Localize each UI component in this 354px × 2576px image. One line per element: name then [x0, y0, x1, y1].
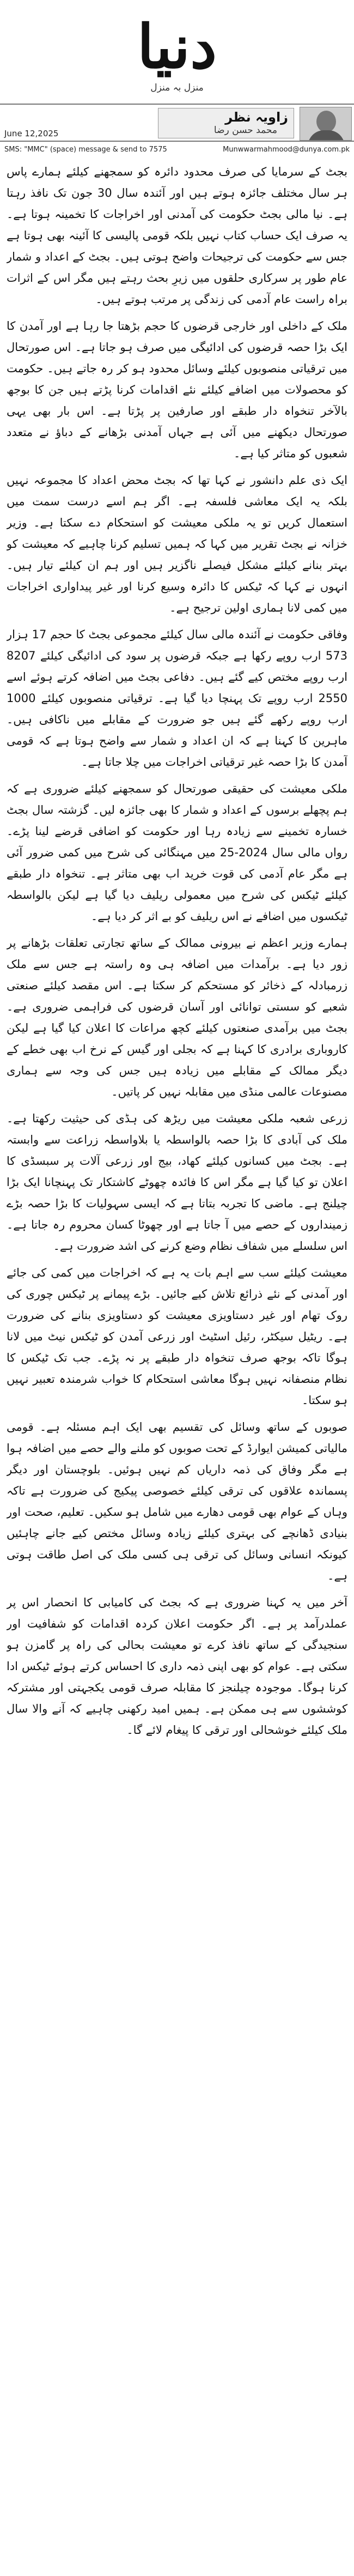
article-paragraph: صوبوں کے ساتھ وسائل کی تقسیم بھی ایک اہم مسئلہ ہے۔ قومی مالیاتی کمیشن ایوارڈ کے تحت صوبوں کو ملنے والے حصے میں اضافہ ہوا ہے مگر وفاق کی ذمہ داریاں کم نہیں ہوئیں۔ بلوچستان اور دیگر پسماندہ علاقوں کی ترقی کیلئے خصوصی پیکیج کی ضرورت ہے تاکہ وہاں کے عوام بھی قومی دھارے میں شامل ہو سکیں۔ تعلیم، صحت اور بنیادی ڈھانچے کی بہتری کیلئے زیادہ وسائل مختص کیے جانے چاہئیں کیونکہ انسانی وسائل کی ترقی ہی کسی ملک کی اصل طاقت ہوتی ہے۔	[7, 1420, 347, 1582]
article-paragraph: وفاقی حکومت نے آئندہ مالی سال کیلئے مجموعی بجٹ کا حجم 17 ہزار 573 ارب روپے رکھا ہے جبکہ قرضوں پر سود کی ادائیگی کیلئے 8207 ارب روپے مختص کیے گئے ہیں۔ دفاعی بجٹ میں اضافہ کرتے ہوئے اسے 2550 ارب روپے تک پہنچا دیا گیا ہے۔ ترقیاتی منصوبوں کیلئے 1000 ارب روپے رکھے گئے ہیں جو ضرورت کے مقابلے میں ناکافی ہیں۔ ماہرین کا کہنا ہے کہ ان اعداد و شمار سے واضح ہوتا ہے کہ قومی آمدن کا بڑا حصہ غیر ترقیاتی اخراجات میں چلا جاتا ہے۔	[7, 628, 347, 769]
article-paragraph: بجٹ کے سرمایا کی صرف محدود دائرہ کو سمجھنے کیلئے ہمارے پاس ہر سال مختلف جائزہ ہوتے ہیں اور آئندہ سال 30 جون تک نافذ رہتا ہے۔ نیا مالی بجٹ حکومت کی آمدنی اور اخراجات کا تخمینہ ہوتا ہے۔ یہ صرف ایک حساب کتاب نہیں بلکہ قومی پالیسی کا آئینہ بھی ہوتا ہے جس سے حکومت کی ترجیحات واضح ہوتی ہیں۔ بجٹ کے اعداد و شمار عام طور پر سرکاری حلقوں میں زیرِ بحث رہتے ہیں مگر اس کے اثرات براہ راست عام آدمی کی زندگی پر مرتب ہوتے ہیں۔	[7, 165, 347, 306]
logo-tagline: منزل بہ منزل	[150, 82, 204, 93]
article-paragraph: ملکی معیشت کی حقیقی صورتحال کو سمجھنے کیلئے ضروری ہے کہ ہم پچھلے برسوں کے اعداد و شمار کا بھی جائزہ لیں۔ گزشتہ سال بجٹ خسارہ تخمینے سے زیادہ رہا اور حکومت کو اضافی قرضے لینا پڑے۔ رواں مالی سال 2024-25 میں مہنگائی کی شرح میں کمی ضرور آئی ہے مگر عام آدمی کی قوت خرید اب بھی متاثر ہے۔ تنخواہ دار طبقے کیلئے ٹیکس کی شرح میں معمولی ریلیف دیا گیا ہے لیکن بالواسطہ ٹیکسوں میں اضافے نے اس ریلیف کو بے اثر کر دیا ہے۔	[7, 782, 347, 923]
column-header	[0, 104, 354, 142]
masthead	[0, 0, 354, 120]
article-paragraph: آخر میں یہ کہنا ضروری ہے کہ بجٹ کی کامیابی کا انحصار اس پر عملدرآمد پر ہے۔ اگر حکومت اعلان کردہ اقدامات کو شفافیت اور سنجیدگی کے ساتھ نافذ کرے تو معیشت بحالی کی راہ پر گامزن ہو سکتی ہے۔ عوام کو بھی اپنی ذمہ داری کا احساس کرتے ہوئے ٹیکس ادا کرنا ہوگا۔ موجودہ چیلنجز کا مقابلہ صرف قومی یکجہتی اور مشترکہ کوششوں سے ہی ممکن ہے۔ ہمیں امید رکھنی چاہیے کہ آنے والا سال ملک کیلئے خوشحالی اور ترقی کا پیغام لائے گا۔	[7, 1596, 347, 1737]
portrait-body	[308, 130, 345, 141]
article-paragraph: ایک ذی علم دانشور نے کہا تھا کہ بجٹ محض اعداد کا مجموعہ نہیں بلکہ یہ ایک معاشی فلسفہ ہے۔ اگر ہم اسے درست سمت میں استعمال کریں تو یہ ملکی معیشت کو استحکام دے سکتا ہے۔ وزیر خزانہ نے بجٹ تقریر میں کہا کہ ہمیں تسلیم کرنا چاہیے کہ معیشت کو بہتر بنانے کیلئے مشکل فیصلے ناگزیر ہیں اور ہم ان کیلئے تیار ہیں۔ انہوں نے کہا کہ ٹیکس کا دائرہ وسیع کرنا اور غیر پیداواری اخراجات میں کمی لانا ہماری اولین ترجیح ہے۔	[7, 474, 347, 614]
column-title: زاویہ نظر	[225, 110, 288, 125]
contact-line	[4, 143, 350, 156]
author-name: محمد حسن رضا	[213, 125, 277, 136]
publish-date: June 12,2025	[4, 129, 59, 138]
article-paragraph: زرعی شعبہ ملکی معیشت میں ریڑھ کی ہڈی کی حیثیت رکھتا ہے۔ ملک کی آبادی کا بڑا حصہ بالواسطہ یا بلاواسطہ زراعت سے وابستہ ہے۔ بجٹ میں کسانوں کیلئے کھاد، بیج اور زرعی آلات پر سبسڈی کا اعلان تو کیا گیا ہے مگر اس کا فائدہ چھوٹے کاشتکار تک پہنچانا ایک بڑا چیلنج ہے۔ ماضی کا تجربہ بتاتا ہے کہ ایسی سہولیات کا بڑا حصہ بڑے زمینداروں کے حصے میں آ جاتا ہے اور چھوٹا کسان محروم رہ جاتا ہے۔ اس سلسلے میں شفاف نظام وضع کرنے کی اشد ضرورت ہے۔	[7, 1112, 347, 1253]
column-title-block	[158, 108, 294, 138]
portrait-head	[316, 111, 336, 132]
article-body	[7, 161, 347, 2571]
article-paragraph: ملک کے داخلی اور خارجی قرضوں کا حجم بڑھتا جا رہا ہے اور آمدن کا ایک بڑا حصہ قرضوں کی ادائیگی میں صرف ہو جاتا ہے۔ اس صورتحال میں ترقیاتی منصوبوں کیلئے وسائل محدود ہو کر رہ جاتے ہیں۔ حکومت کو محصولات میں اضافے کیلئے نئے اقدامات کرنا پڑتے ہیں جن کا بوجھ بالآخر تنخواہ دار طبقے اور صارفین پر پڑتا ہے۔ اس بار بھی یہی صورتحال دیکھنے میں آئی ہے جہاں آمدنی بڑھانے کے دباؤ نے متعدد شعبوں کو متاثر کیا ہے۔	[7, 319, 347, 460]
article-paragraph: ہمارے وزیر اعظم نے بیرونی ممالک کے ساتھ تجارتی تعلقات بڑھانے پر زور دیا ہے۔ برآمدات میں اضافہ ہی وہ راستہ ہے جس سے ملک زرمبادلہ کے ذخائر کو مستحکم کر سکتا ہے۔ اس مقصد کیلئے صنعتی شعبے کو سستی توانائی اور آسان قرضوں کی فراہمی ضروری ہے۔ بجٹ میں برآمدی صنعتوں کیلئے کچھ مراعات کا اعلان کیا گیا ہے لیکن کاروباری برادری کا کہنا ہے کہ بجلی اور گیس کے نرخ اب بھی خطے کے دیگر ممالک کے مقابلے میں زیادہ ہیں جس کی وجہ سے ہماری مصنوعات عالمی منڈی میں مقابلہ نہیں کر پاتیں۔	[7, 936, 347, 1098]
author-email[interactable]: Munwwarmahmood@dunya.com.pk	[223, 145, 350, 154]
article-paragraph: معیشت کیلئے سب سے اہم بات یہ ہے کہ اخراجات میں کمی کی جائے اور آمدنی کے نئے ذرائع تلاش کیے جائیں۔ بڑے پیمانے پر ٹیکس چوری کی روک تھام اور غیر دستاویزی معیشت کو دستاویزی بنانے کی ضرورت ہے۔ ریٹیل سیکٹر، رئیل اسٹیٹ اور زرعی آمدن کو ٹیکس نیٹ میں لانا ہوگا تاکہ بوجھ صرف تنخواہ دار طبقے پر نہ پڑے۔ جب تک ٹیکس کا نظام منصفانہ نہیں ہوگا معاشی استحکام کا خواب شرمندہ تعبیر نہیں ہو سکتا۔	[7, 1266, 347, 1407]
newspaper-logo: دنیا	[137, 11, 217, 82]
sms-instruction: SMS: "MMC" (space) message & send to 7575	[4, 145, 167, 154]
author-portrait	[300, 107, 352, 141]
